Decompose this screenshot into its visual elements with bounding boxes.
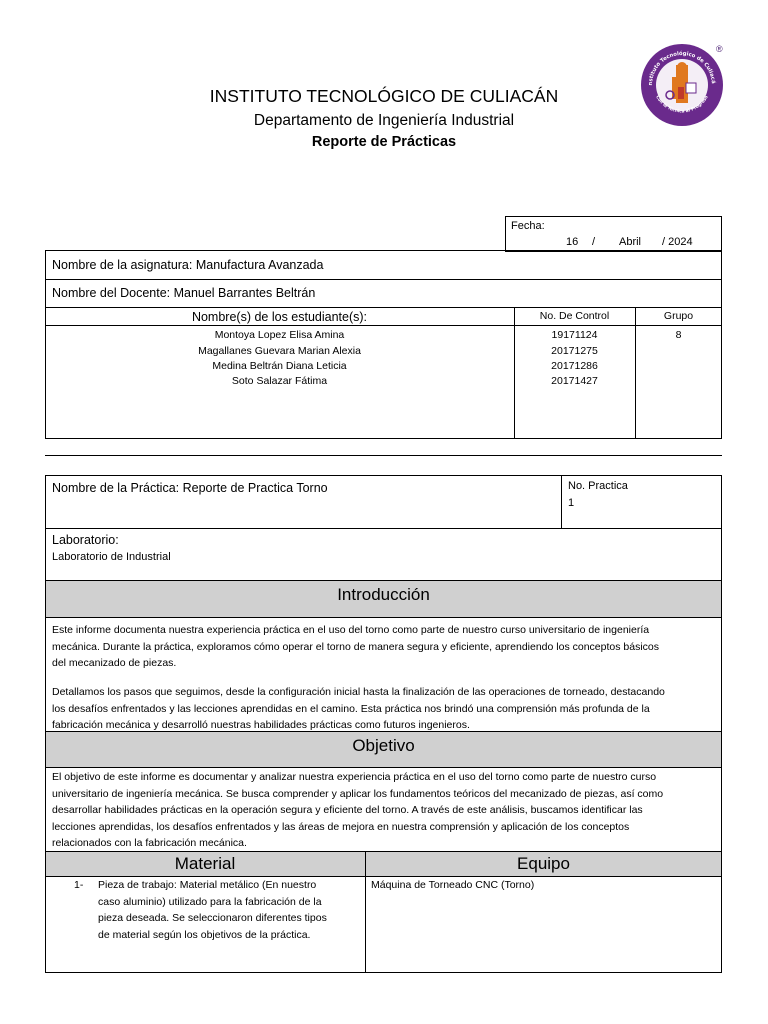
column-divider xyxy=(514,307,515,439)
text-line: desarrollar habilidades prácticas en la operación segura y eficiente del torno. A través de este análisis, buscamos identificar las xyxy=(52,804,643,816)
text-line: los desafíos enfrentados y las lecciones aprendidas en el camino. Esta práctica nos brindó una comprensión más profunda de la xyxy=(52,702,650,715)
control-number: 20171427 xyxy=(551,375,598,387)
institute-logo xyxy=(640,43,724,127)
logo-top-text: nstituto Tecnológico de Culiacá xyxy=(647,50,717,86)
registered-mark: ® xyxy=(716,44,723,54)
text-line: universitario de ingeniería mecánica. Se busca comprender y aplicar los fundamentos teóricos del mecanizado de piezas, así como xyxy=(52,787,664,800)
teacher-name: Nombre del Docente: Manuel Barrantes Beltrán xyxy=(52,286,316,300)
lab-label: Laboratorio: xyxy=(52,533,119,547)
row-divider xyxy=(45,325,722,326)
student-name: Medina Beltrán Diana Leticia xyxy=(212,360,347,372)
lab-value: Laboratorio de Industrial xyxy=(52,551,171,563)
intro-paragraph-2 xyxy=(52,684,715,734)
text-line: pieza deseada. Se seleccionaron diferentes tipos xyxy=(98,912,327,924)
row-divider xyxy=(45,767,722,768)
objective-heading: Objetivo xyxy=(352,736,415,755)
text-line: Este informe documenta nuestra experiencia práctica en el uso del torno como parte de nuestro curso universitario de ingeniería xyxy=(52,624,650,636)
date-month: Abril xyxy=(619,236,642,248)
student-name: Magallanes Guevara Marian Alexia xyxy=(198,345,361,357)
intro-paragraph-1 xyxy=(52,622,715,672)
control-header: No. De Control xyxy=(539,310,610,322)
group-number: 8 xyxy=(675,329,682,341)
intro-heading: Introducción xyxy=(337,585,430,604)
column-divider xyxy=(635,307,636,439)
text-line: lecciones aprendidas, los desafíos enfrentados y las áreas de mejora en nuestra comprensión y aplicación de los conceptos xyxy=(52,820,630,833)
practice-number-label: No. Practica xyxy=(568,480,628,492)
control-number: 20171275 xyxy=(551,345,598,357)
control-number: 20171286 xyxy=(551,360,598,372)
institute-name: INSTITUTO TECNOLÓGICO DE CULIACÁN xyxy=(209,86,559,106)
text-line: fabricación mecánica y desarrolló nuestras habilidades prácticas como futuros ingenieros. xyxy=(52,719,470,731)
row-divider xyxy=(45,617,722,618)
date-year: / 2024 xyxy=(662,236,693,248)
row-divider xyxy=(45,279,722,280)
objective-paragraph xyxy=(52,769,715,852)
text-line: Detallamos los pasos que seguimos, desde la configuración inicial hasta la finalización de las operaciones de torneado, destacando xyxy=(52,686,665,698)
text-line: de material según los objetivos de la práctica. xyxy=(98,928,311,941)
material-item-number: 1- xyxy=(74,879,84,891)
control-number: 19171124 xyxy=(551,329,598,341)
practice-number: 1 xyxy=(568,497,575,509)
section-separator xyxy=(45,455,722,456)
row-divider xyxy=(45,307,722,308)
equipment-item: Máquina de Torneado CNC (Torno) xyxy=(371,879,535,891)
row-divider xyxy=(45,528,722,529)
column-divider xyxy=(561,475,562,529)
group-header: Grupo xyxy=(663,310,694,322)
students-header: Nombre(s) de los estudiante(s): xyxy=(191,310,368,324)
logo-bottom-text: Con la Técnica al Progreso xyxy=(654,95,710,115)
date-label: Fecha: xyxy=(511,220,545,232)
material-item xyxy=(98,877,360,943)
date-separator: / xyxy=(592,236,596,248)
text-line: El objetivo de este informe es documentar y analizar nuestra experiencia práctica en el uso del torno como parte de nuestro curso xyxy=(52,771,657,783)
practice-name: Nombre de la Práctica: Reporte de Practica Torno xyxy=(52,481,328,495)
date-day: 16 xyxy=(566,236,579,248)
text-line: caso aluminio) utilizado para la fabricación de la xyxy=(98,895,322,908)
text-line: Pieza de trabajo: Material metálico (En nuestro xyxy=(98,879,317,891)
course-name: Nombre de la asignatura: Manufactura Avanzada xyxy=(52,258,324,272)
report-title: Reporte de Prácticas xyxy=(311,134,457,150)
department-name: Departamento de Ingeniería Industrial xyxy=(253,112,515,129)
equipment-heading: Equipo xyxy=(517,854,570,873)
student-name: Montoya Lopez Elisa Amina xyxy=(214,329,345,341)
student-name: Soto Salazar Fátima xyxy=(231,375,328,387)
text-line: relacionados con la fabricación mecánica. xyxy=(52,837,247,849)
text-line: mecánica. Durante la práctica, exploramos cómo operar el torno de manera segura y eficiente, aprendiendo los conceptos básicos xyxy=(52,640,660,653)
material-heading: Material xyxy=(174,854,236,873)
text-line: del mecanizado de piezas. xyxy=(52,657,177,669)
